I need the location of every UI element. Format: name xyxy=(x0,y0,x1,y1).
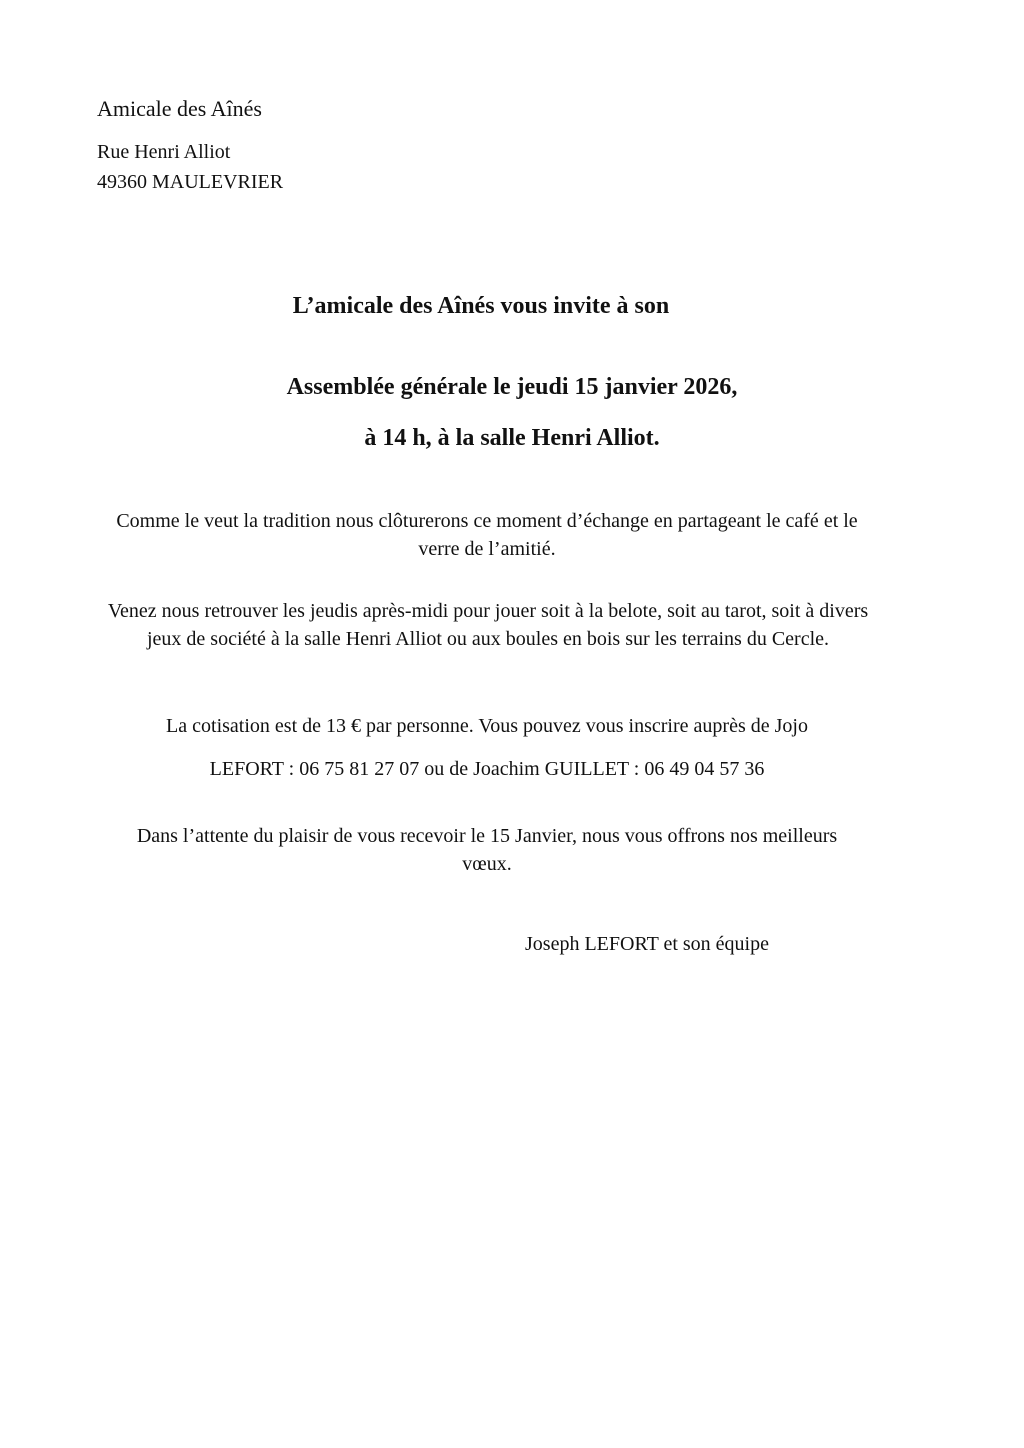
event-time-place-line: à 14 h, à la salle Henri Alliot. xyxy=(364,425,660,451)
closing-wishes-paragraph: Dans l’attente du plaisir de vous recevoir le 15 Janvier, nous vous offrons nos meilleurs vœux. xyxy=(136,825,838,875)
invitation-heading: L’amicale des Aînés vous invite à son xyxy=(292,293,670,319)
sender-street: Rue Henri Alliot xyxy=(97,141,231,163)
activities-paragraph: Venez nous retrouver les jeudis après-midi pour jouer soit à la belote, soit au tarot, soit à divers jeux de société à la salle Henri Alliot ou aux boules en bois sur les terrains du Cercle. xyxy=(107,600,869,650)
sender-name: Amicale des Aînés xyxy=(97,96,262,121)
event-date-line: Assemblée générale le jeudi 15 janvier 2026, xyxy=(286,374,738,400)
signature: Joseph LEFORT et son équipe xyxy=(525,933,769,955)
tradition-paragraph: Comme le veut la tradition nous clôturerons ce moment d’échange en partageant le café et le verre de l’amitié. xyxy=(116,510,858,560)
membership-fee-line: La cotisation est de 13 € par personne. Vous pouvez vous inscrire auprès de Jojo xyxy=(166,715,808,737)
contact-phones-line: LEFORT : 06 75 81 27 07 ou de Joachim GUILLET : 06 49 04 57 36 xyxy=(209,758,765,780)
sender-city: 49360 MAULEVRIER xyxy=(97,171,284,193)
